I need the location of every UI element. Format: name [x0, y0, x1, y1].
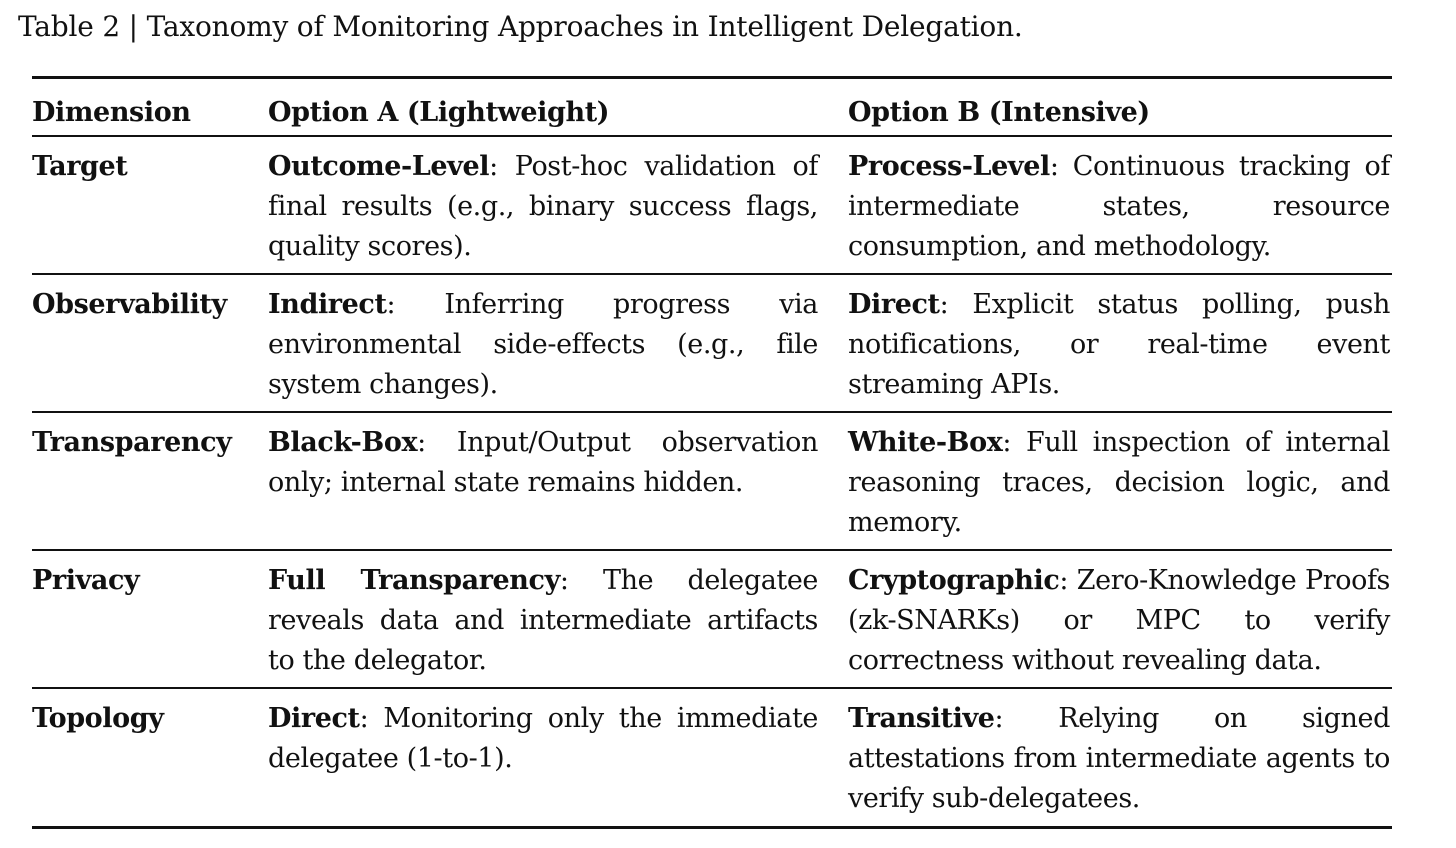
row-dimension: Observability	[32, 289, 227, 320]
option-b-term: Process-Level	[848, 151, 1050, 182]
table-row-target	[32, 137, 1392, 273]
row-dimension: Target	[32, 151, 128, 182]
header-dimension: Dimension	[32, 97, 191, 128]
option-b-description: : Continuous tracking of intermediate states, resource consumption, and methodology.	[848, 151, 1390, 262]
table-row-transparency	[32, 413, 1392, 549]
table-caption: Table 2 | Taxonomy of Monitoring Approaches in Intelligent Delegation.	[18, 10, 1023, 43]
option-b-term: Cryptographic	[848, 565, 1060, 596]
row-option-b	[848, 285, 1390, 405]
table-row-topology	[32, 689, 1392, 826]
row-option-a	[268, 285, 818, 405]
row-dimension: Transparency	[32, 427, 232, 458]
option-b-description: : Full inspection of internal reasoning traces, decision logic, and memory.	[848, 427, 1390, 538]
option-b-description: : Relying on signed attestations from intermediate agents to verify sub-delegatees.	[848, 703, 1390, 814]
option-a-term: Black-Box	[268, 427, 418, 458]
option-a-description: : Input/Output observation only; internal state remains hidden.	[268, 427, 818, 498]
row-dimension: Privacy	[32, 565, 140, 596]
option-b-term: Direct	[848, 289, 940, 320]
table-row-privacy	[32, 551, 1392, 687]
option-a-term: Outcome-Level	[268, 151, 490, 182]
option-b-term: White-Box	[848, 427, 1003, 458]
option-a-description: : The delegatee reveals data and intermediate artifacts to the delegator.	[268, 565, 819, 676]
row-option-b	[848, 147, 1390, 267]
option-a-description: : Inferring progress via environmental side-effects (e.g., file system changes).	[268, 289, 818, 400]
table-header-row	[32, 79, 1392, 135]
row-option-a	[268, 561, 818, 681]
row-dimension: Topology	[32, 703, 164, 734]
option-a-term: Direct	[268, 703, 360, 734]
row-option-b	[848, 423, 1390, 543]
option-b-term: Transitive	[848, 703, 995, 734]
option-a-description: : Post-hoc validation of final results (e.g., binary success flags, quality scores).	[268, 151, 818, 262]
row-option-b	[848, 561, 1390, 681]
row-option-a	[268, 423, 818, 503]
option-a-term: Full Transparency	[268, 565, 560, 596]
table-row-observability	[32, 275, 1392, 411]
row-option-a	[268, 147, 818, 267]
option-b-description: : Zero-Knowledge Proofs (zk-SNARKs) or MPC to verify correctness without revealing data.	[848, 565, 1390, 676]
table-bottom-rule	[32, 826, 1392, 829]
row-option-a	[268, 699, 818, 779]
header-option-a: Option A (Lightweight)	[268, 97, 610, 128]
row-option-b	[848, 699, 1390, 819]
header-option-b: Option B (Intensive)	[848, 97, 1150, 128]
option-a-description: : Monitoring only the immediate delegatee (1-to-1).	[268, 703, 818, 774]
monitoring-taxonomy-table	[32, 76, 1392, 829]
option-a-term: Indirect	[268, 289, 387, 320]
option-b-description: : Explicit status polling, push notifications, or real-time event streaming APIs.	[848, 289, 1390, 400]
